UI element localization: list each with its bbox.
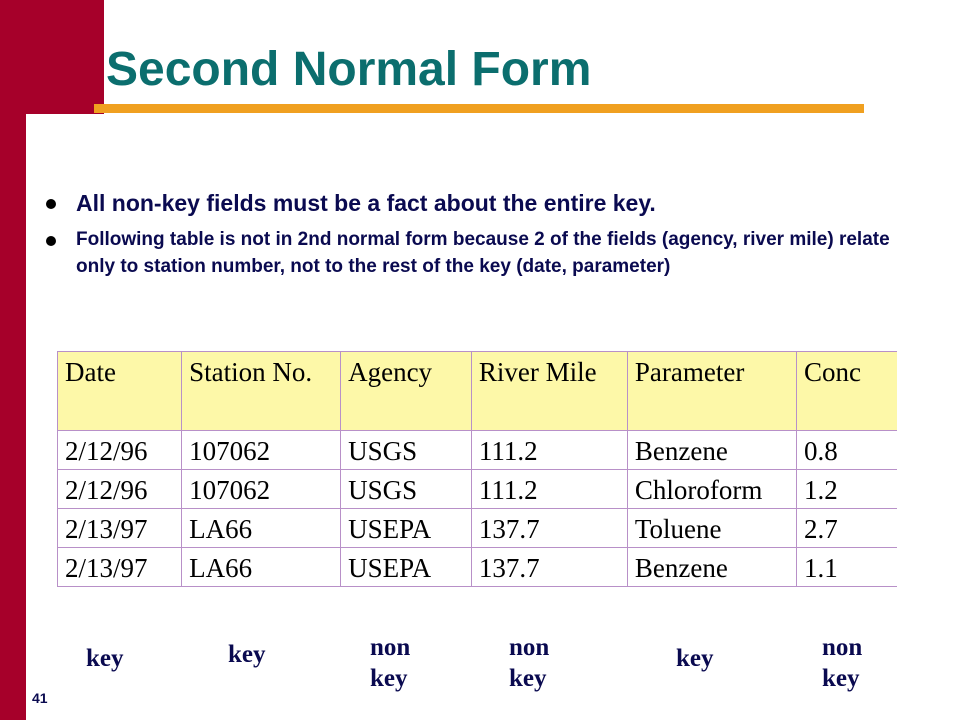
table-row xyxy=(58,470,898,509)
column-label-river-mile: non key xyxy=(509,634,550,692)
table-cell: LA66 xyxy=(182,548,341,587)
table-cell: 1.2 xyxy=(796,470,897,509)
table-cell: LA66 xyxy=(182,509,341,548)
left-accent-bar xyxy=(0,0,26,720)
slide-title: Second Normal Form xyxy=(106,43,592,96)
table-cell: USEPA xyxy=(341,548,472,587)
table-cell: Benzene xyxy=(627,548,796,587)
header-cell: River Mile xyxy=(471,352,627,431)
column-key-labels xyxy=(0,630,960,720)
header-cell: Parameter xyxy=(627,352,796,431)
table-cell: 2.7 xyxy=(796,509,897,548)
header-cell: Agency xyxy=(341,352,472,431)
table-cell: 2/12/96 xyxy=(58,470,182,509)
table-header-row xyxy=(58,352,898,431)
bullet-list xyxy=(46,186,906,280)
table-cell: 2/12/96 xyxy=(58,431,182,470)
table-cell: 2/13/97 xyxy=(58,548,182,587)
data-table xyxy=(57,351,897,587)
header-cell: Conc xyxy=(796,352,897,431)
bullet-item xyxy=(46,226,906,280)
table-cell: Chloroform xyxy=(627,470,796,509)
table-row xyxy=(58,548,898,587)
table-cell: 107062 xyxy=(182,470,341,509)
table-cell: 1.1 xyxy=(796,548,897,587)
table-cell: 137.7 xyxy=(471,509,627,548)
column-label-station: key xyxy=(228,641,266,668)
table-cell: 0.8 xyxy=(796,431,897,470)
table-cell: 2/13/97 xyxy=(58,509,182,548)
table-row xyxy=(58,509,898,548)
table-cell: 111.2 xyxy=(471,431,627,470)
column-label-conc: non key xyxy=(822,634,863,692)
data-table-wrapper xyxy=(57,351,897,621)
header-cell: Station No. xyxy=(182,352,341,431)
table-cell: USGS xyxy=(341,470,472,509)
table-cell: 107062 xyxy=(182,431,341,470)
table-cell: Benzene xyxy=(627,431,796,470)
table-cell: Toluene xyxy=(627,509,796,548)
corner-accent-block xyxy=(26,0,104,114)
column-label-parameter: key xyxy=(676,645,714,672)
table-cell: 111.2 xyxy=(471,470,627,509)
title-underline xyxy=(94,104,864,113)
column-label-agency: non key xyxy=(370,634,411,692)
bullet-item xyxy=(46,186,906,220)
column-label-date: key xyxy=(86,645,124,672)
table-cell: 137.7 xyxy=(471,548,627,587)
table-cell: USEPA xyxy=(341,509,472,548)
bullet-text: Following table is not in 2nd normal form because 2 of the fields (agency, river mile) relate only to station number, not to the rest of the key (date, parameter) xyxy=(76,229,890,277)
table-row xyxy=(58,431,898,470)
page-number: 41 xyxy=(32,690,48,706)
bullet-dot-icon xyxy=(46,236,56,246)
header-cell: Date xyxy=(58,352,182,431)
bullet-text: All non-key fields must be a fact about the entire key. xyxy=(76,190,656,216)
table-cell: USGS xyxy=(341,431,472,470)
bullet-dot-icon xyxy=(46,199,56,209)
